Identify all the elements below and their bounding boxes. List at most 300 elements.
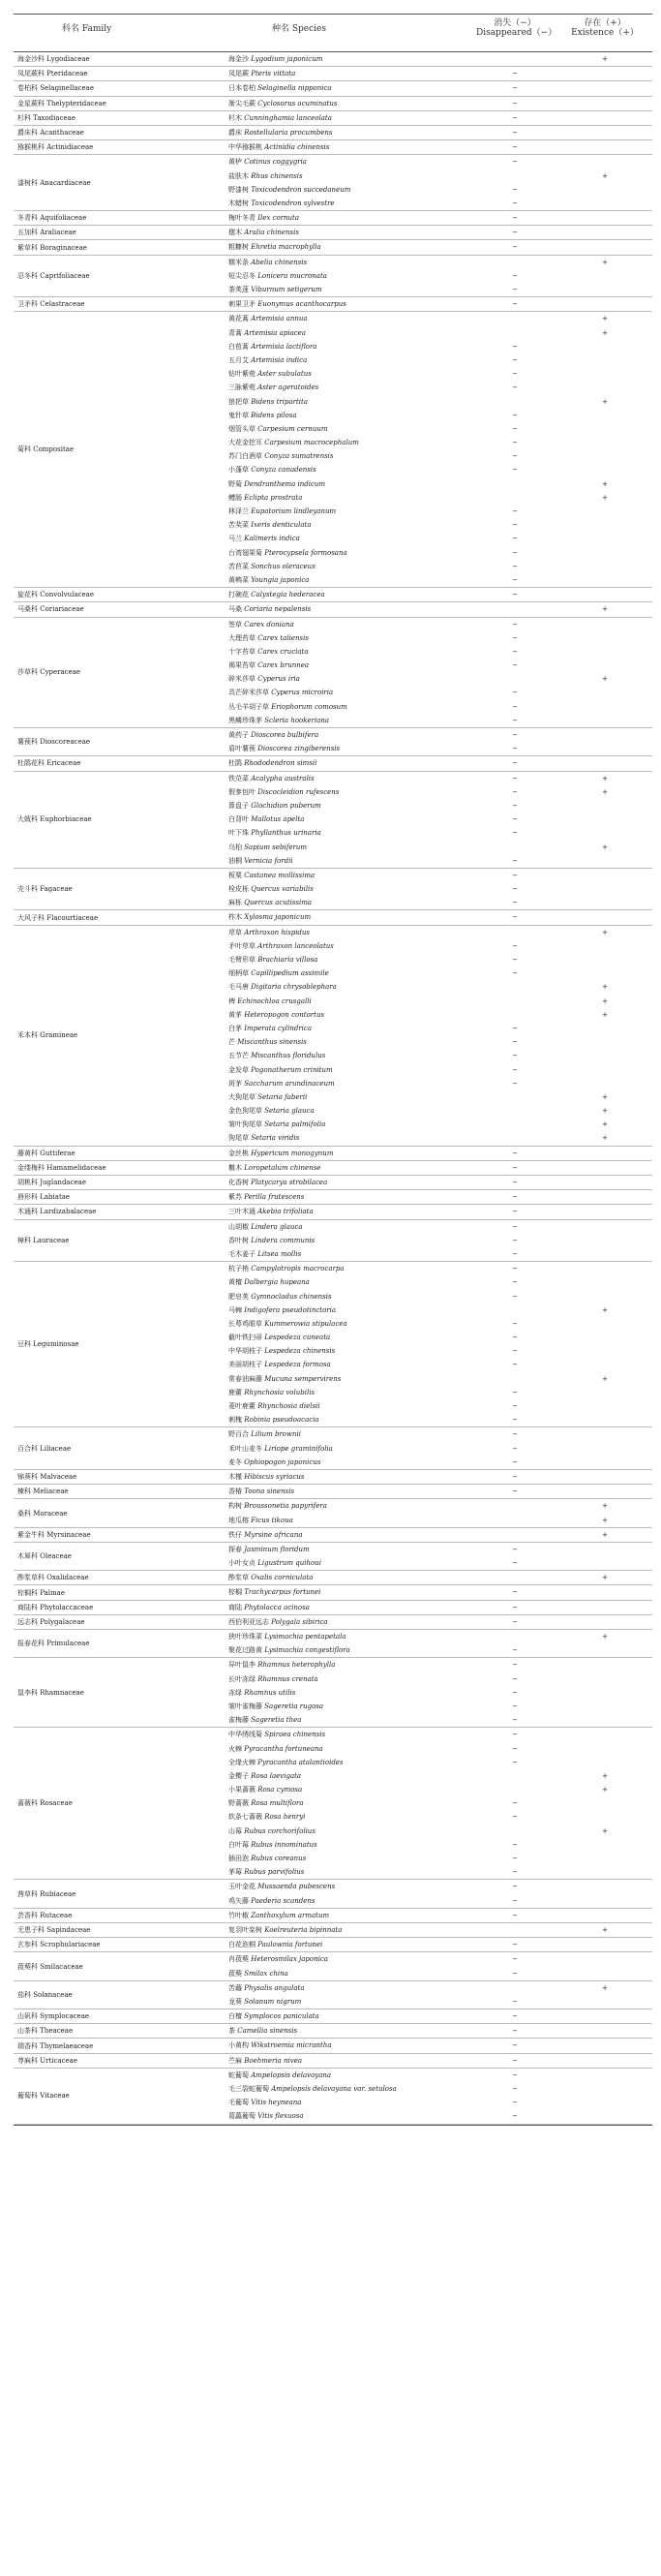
species-chinese-name: 小黄构 <box>228 2041 249 2050</box>
family-name: 壳斗科 Fagaceae <box>17 885 73 894</box>
species-name <box>228 155 470 169</box>
species-table <box>14 14 652 2126</box>
table-row <box>14 1643 652 1657</box>
table-row <box>14 742 652 755</box>
species-chinese-name: 野漆树 <box>228 185 249 194</box>
table-row <box>14 97 652 110</box>
species-latin-name: Actinidia chinensis <box>264 143 330 152</box>
family-name: 荨麻科 Urticaceae <box>17 2056 77 2065</box>
species-chinese-name: 中华猕猴桃 <box>228 143 262 152</box>
disappeared-mark: − <box>512 1024 518 1032</box>
table-row <box>14 728 652 742</box>
species-latin-name: Pterocypsela formosana <box>264 548 347 557</box>
family-name: 山茶科 Theaceae <box>17 2027 74 2036</box>
disappeared-mark: − <box>512 716 518 724</box>
species-latin-name: Rosa multiflora <box>251 1799 304 1808</box>
species-latin-name: Vitis flexuosa <box>257 2112 304 2121</box>
species-latin-name: Bidens pilosa <box>251 411 297 419</box>
species-latin-name: Selaginella nipponica <box>257 84 332 93</box>
existence-mark: + <box>602 1502 608 1511</box>
existence-mark: + <box>602 997 608 1005</box>
species-chinese-name: 常春油麻藤 <box>228 1374 262 1383</box>
table-row <box>14 477 652 491</box>
species-name <box>228 1470 470 1484</box>
species-latin-name: Aster subulatus <box>257 370 312 379</box>
disappeared-mark: − <box>512 1702 518 1710</box>
species-latin-name: Sageretia thea <box>251 1716 302 1725</box>
species-latin-name: Echinochloa crusgalli <box>237 997 312 1005</box>
species-latin-name: Wikstroemia micrantha <box>251 2041 332 2050</box>
species-latin-name: Youngia japonica <box>251 575 310 584</box>
table-row <box>14 1742 652 1756</box>
disappeared-mark: − <box>512 271 518 280</box>
species-name <box>228 183 470 197</box>
disappeared-mark: − <box>512 199 518 207</box>
species-latin-name: Saccharum arundinaceum <box>244 1079 335 1088</box>
species-latin-name: Ehretia macrophylla <box>251 243 321 252</box>
species-chinese-name: 茶 <box>228 2027 235 2036</box>
family-name: 五加科 Araliaceae <box>17 229 76 237</box>
species-latin-name: Dioscorea bulbifera <box>251 731 319 739</box>
species-name <box>228 505 470 518</box>
existence-mark: + <box>602 1134 608 1143</box>
species-chinese-name: 大狗尾草 <box>228 1092 255 1101</box>
species-latin-name: Carex cruciata <box>257 647 309 656</box>
disappeared-mark: − <box>512 1388 518 1396</box>
existence-mark: + <box>602 397 608 406</box>
family-name: 百合科 Liliaceae <box>17 1444 72 1453</box>
family-group <box>14 772 652 869</box>
family-group <box>14 869 652 911</box>
species-name <box>228 1556 470 1570</box>
disappeared-mark: − <box>512 1457 518 1466</box>
species-name <box>228 1427 470 1441</box>
species-latin-name: Conyza sumatrensis <box>264 452 334 461</box>
family-group <box>14 1938 652 1952</box>
species-chinese-name: 黄茅 <box>228 1010 242 1019</box>
species-latin-name: Kummerowia stipulacea <box>264 1319 347 1328</box>
family-group <box>14 226 652 240</box>
table-row <box>14 756 652 770</box>
family-group <box>14 1601 652 1615</box>
disappeared-mark: − <box>512 2056 518 2065</box>
species-name <box>228 645 470 659</box>
family-name: 木通科 Lardizabalaceae <box>17 1208 97 1216</box>
family-name: 山矾科 Symplocaceae <box>17 2012 90 2021</box>
species-chinese-name: 毛木姜子 <box>228 1249 255 1258</box>
existence-mark: + <box>602 1771 608 1780</box>
table-row <box>14 2082 652 2096</box>
existence-mark: + <box>602 1010 608 1019</box>
table-row <box>14 140 652 154</box>
table-row <box>14 1756 652 1769</box>
table-row <box>14 491 652 505</box>
species-name <box>228 1147 470 1160</box>
species-latin-name: Miscanthus floridulus <box>251 1052 326 1060</box>
species-name <box>228 256 470 269</box>
species-latin-name: Rubus corchorifolius <box>244 1826 315 1835</box>
species-chinese-name: 酢浆草 <box>228 1574 249 1582</box>
species-latin-name: Smilax china <box>244 1969 288 1978</box>
species-chinese-name: 铁苋菜 <box>228 774 249 782</box>
existence-mark: + <box>602 774 608 782</box>
species-latin-name: Indigofera pseudotinctoria <box>244 1305 337 1314</box>
species-name <box>228 211 470 225</box>
family-name: 莎草科 Cyperaceae <box>17 668 81 677</box>
table-row <box>14 1049 652 1062</box>
species-chinese-name: 假奓包叶 <box>228 787 255 796</box>
disappeared-mark: − <box>512 2012 518 2021</box>
species-name <box>228 1090 470 1104</box>
species-chinese-name: 杭子梢 <box>228 1265 249 1273</box>
species-name <box>228 283 470 296</box>
species-chinese-name: 插田泡 <box>228 1855 249 1862</box>
species-name <box>228 1022 470 1035</box>
species-name <box>228 700 470 714</box>
species-chinese-name: 梅叶冬青 <box>228 214 255 223</box>
species-name <box>228 686 470 699</box>
species-name <box>228 995 470 1008</box>
species-latin-name: Quercus acutissima <box>244 899 313 907</box>
family-group <box>14 111 652 126</box>
table-row <box>14 1485 652 1498</box>
species-chinese-name: 盾叶薯蓣 <box>228 745 255 753</box>
species-latin-name: Artemisia lactiflora <box>251 342 317 351</box>
species-chinese-name: 野百合 <box>228 1430 249 1439</box>
family-group <box>14 602 652 617</box>
species-name <box>228 966 470 980</box>
species-chinese-name: 探春 <box>228 1545 242 1553</box>
species-chinese-name: 苦荬菜 <box>228 521 249 530</box>
species-latin-name: Euonymus acanthocarpus <box>257 300 346 309</box>
species-latin-name: Coriaria nepalensis <box>244 605 312 614</box>
table-row <box>14 1769 652 1783</box>
species-name <box>228 1686 470 1700</box>
disappeared-mark: − <box>512 1813 518 1822</box>
table-row <box>14 81 652 95</box>
species-name <box>228 1413 470 1426</box>
table-row <box>14 1344 652 1358</box>
species-name <box>228 409 470 422</box>
table-row <box>14 2109 652 2123</box>
family-name: 杉科 Taxodiaceae <box>17 113 75 122</box>
disappeared-mark: − <box>512 1868 518 1877</box>
species-chinese-name: 檵木 <box>228 1163 242 1172</box>
species-name <box>228 1049 470 1062</box>
species-name <box>228 326 470 340</box>
species-latin-name: Quercus variabilis <box>251 885 314 894</box>
species-latin-name: Eclipta prostrata <box>244 493 303 502</box>
species-chinese-name: 黄檀 <box>228 1278 242 1287</box>
species-latin-name: Artemisia indica <box>251 355 308 364</box>
family-name: 菊科 Compositae <box>17 445 75 454</box>
table-row <box>14 631 652 645</box>
species-chinese-name: 麦冬 <box>228 1457 242 1466</box>
family-name: 金星蕨科 Thelypteridaceae <box>17 99 106 107</box>
species-chinese-name: 化香树 <box>228 1179 249 1186</box>
species-chinese-name: 毛葡萄 <box>228 2099 249 2107</box>
species-chinese-name: 香椿 <box>228 1487 242 1496</box>
table-row <box>14 910 652 924</box>
species-name <box>228 926 470 939</box>
table-row <box>14 1967 652 1980</box>
species-name <box>228 381 470 394</box>
disappeared-mark: − <box>512 300 518 309</box>
species-chinese-name: 叶下珠 <box>228 829 249 838</box>
disappeared-mark: − <box>512 591 518 599</box>
family-group <box>14 1571 652 1585</box>
species-name <box>228 560 470 573</box>
species-chinese-name: 打碗花 <box>228 591 249 599</box>
disappeared-mark: − <box>512 1079 518 1088</box>
species-latin-name: Gymnocladus chinensis <box>251 1292 332 1301</box>
species-chinese-name: 野菊 <box>228 479 242 488</box>
disappeared-mark: − <box>512 1193 518 1202</box>
species-chinese-name: 黑鳞珍珠茅 <box>228 716 262 724</box>
disappeared-mark: − <box>512 575 518 584</box>
disappeared-mark: − <box>512 1997 518 2006</box>
disappeared-mark: − <box>512 913 518 922</box>
table-row <box>14 826 652 840</box>
species-name <box>228 1456 470 1469</box>
table-row <box>14 1399 652 1413</box>
disappeared-mark: − <box>512 143 518 152</box>
disappeared-mark: − <box>512 1941 518 1949</box>
family-name: 旋花科 Convolvulaceae <box>17 591 94 599</box>
species-name <box>228 1176 470 1189</box>
species-latin-name: Polygala sibirica <box>271 1617 328 1626</box>
species-latin-name: Dalbergia hupeana <box>244 1278 310 1287</box>
species-chinese-name: 冻绿 <box>228 1688 242 1697</box>
species-chinese-name: 山胡椒 <box>228 1222 249 1231</box>
species-name <box>228 631 470 645</box>
species-name <box>228 672 470 686</box>
existence-mark: + <box>602 1826 608 1835</box>
species-latin-name: Kalimeris indica <box>244 535 300 543</box>
disappeared-mark: − <box>512 70 518 78</box>
disappeared-mark: − <box>512 1487 518 1496</box>
table-row <box>14 1528 652 1542</box>
family-name: 木犀科 Oleaceae <box>17 1551 72 1560</box>
family-group <box>14 240 652 255</box>
species-chinese-name: 鹿藿 <box>228 1388 242 1396</box>
species-chinese-name: 葛藟葡萄 <box>228 2112 255 2121</box>
table-header <box>14 15 652 51</box>
species-chinese-name: 杜鹃 <box>228 759 242 768</box>
family-group <box>14 2009 652 2024</box>
disappeared-mark: − <box>512 84 518 93</box>
species-latin-name: Toxicodendron sylvestre <box>251 199 335 207</box>
species-latin-name: Setaria glauca <box>264 1107 315 1116</box>
species-chinese-name: 狭叶珍珠菜 <box>228 1633 262 1641</box>
disappeared-mark: − <box>512 1855 518 1862</box>
species-name <box>228 1700 470 1713</box>
disappeared-mark: − <box>512 1969 518 1978</box>
table-row <box>14 966 652 980</box>
table-row <box>14 854 652 868</box>
family-name: 大戟科 Euphorbiaceae <box>17 815 92 824</box>
family-name: 蔷薇科 Rosaceae <box>17 1799 73 1808</box>
species-latin-name: Koelreuteria bipinnata <box>264 1925 343 1934</box>
family-name: 桑科 Moraceae <box>17 1509 68 1518</box>
species-name <box>228 353 470 367</box>
species-name <box>228 1063 470 1077</box>
species-latin-name: Rhamnus crenata <box>257 1674 318 1683</box>
species-latin-name: Acalypha australis <box>251 774 315 782</box>
family-group <box>14 126 652 140</box>
species-name <box>228 126 470 139</box>
table-row <box>14 2096 652 2109</box>
species-latin-name: Artemisia annua <box>251 315 308 323</box>
table-row <box>14 1995 652 2009</box>
disappeared-mark: − <box>512 1588 518 1597</box>
table-row <box>14 1234 652 1247</box>
species-chinese-name: 大理苔草 <box>228 633 255 642</box>
family-name: 薯蓣科 Dioscoreaceae <box>17 738 91 747</box>
family-group <box>14 910 652 925</box>
table-row <box>14 1981 652 1995</box>
species-name <box>228 1008 470 1022</box>
species-latin-name: Rubus parvifolius <box>244 1868 305 1877</box>
family-name: 紫草科 Boraginaceae <box>17 243 87 252</box>
species-latin-name: Vitis heyneana <box>251 2099 302 2107</box>
species-chinese-name: 美丽胡枝子 <box>228 1361 262 1369</box>
species-chinese-name: 具芒碎米莎草 <box>228 689 269 697</box>
table-row <box>14 1952 652 1966</box>
species-name <box>228 436 470 449</box>
species-chinese-name: 矛叶荩草 <box>228 941 255 950</box>
species-chinese-name: 签草 <box>228 620 242 629</box>
species-latin-name: Lygodium japonicum <box>251 55 323 63</box>
species-chinese-name: 软条七蔷薇 <box>228 1813 262 1822</box>
family-group <box>14 1952 652 1980</box>
table-row <box>14 1923 652 1937</box>
species-latin-name: Mucuna sempervirens <box>264 1374 342 1383</box>
species-latin-name: Carex brunnea <box>257 661 310 670</box>
family-name: 漆树科 Anacardiaceae <box>17 178 91 187</box>
species-latin-name: Robinia pseudoacacia <box>244 1416 319 1425</box>
species-latin-name: Myrsine africana <box>244 1530 303 1539</box>
table-row <box>14 1008 652 1022</box>
species-latin-name: Oxalis corniculata <box>251 1574 314 1582</box>
species-name <box>228 2096 470 2109</box>
species-name <box>228 1995 470 2009</box>
species-chinese-name: 板栗 <box>228 871 242 879</box>
disappeared-mark: − <box>512 1334 518 1342</box>
species-latin-name: Arthraxon lanceolatus <box>257 941 334 950</box>
species-chinese-name: 林泽兰 <box>228 507 249 515</box>
species-latin-name: Ophiopogon japonicus <box>244 1457 321 1466</box>
disappeared-mark: − <box>512 1545 518 1553</box>
existence-mark: + <box>602 1516 608 1524</box>
species-chinese-name: 油桐 <box>228 856 242 865</box>
species-chinese-name: 竹叶椒 <box>228 1911 249 1919</box>
species-name <box>228 140 470 154</box>
species-chinese-name: 刺果卫矛 <box>228 300 255 309</box>
family-group <box>14 1981 652 2009</box>
disappeared-mark: − <box>512 1402 518 1410</box>
family-group <box>14 81 652 96</box>
species-chinese-name: 白花泡桐 <box>228 1941 255 1949</box>
family-name: 海金沙科 Lygodiaceae <box>17 54 90 63</box>
species-chinese-name: 商陆 <box>228 1603 242 1611</box>
species-name <box>228 2054 470 2068</box>
family-group <box>14 1630 652 1658</box>
family-group <box>14 97 652 111</box>
species-chinese-name: 聚花过路黄 <box>228 1646 262 1655</box>
table-row <box>14 1372 652 1386</box>
species-latin-name: Eupatorium lindleyanum <box>251 507 337 515</box>
species-name <box>228 1290 470 1303</box>
species-latin-name: Campylotropis macrocarpa <box>251 1265 345 1273</box>
table-row <box>14 799 652 813</box>
disappeared-mark: − <box>512 633 518 642</box>
table-row <box>14 1331 652 1344</box>
species-chinese-name: 黄鹌菜 <box>228 575 249 584</box>
table-row <box>14 1470 652 1484</box>
existence-mark: + <box>602 315 608 323</box>
family-group <box>14 1909 652 1923</box>
table-row <box>14 573 652 587</box>
species-latin-name: Litsea mollis <box>257 1249 302 1258</box>
species-name <box>228 1386 470 1399</box>
table-row <box>14 1386 652 1399</box>
family-name: 鼠李科 Rhamnaceae <box>17 1688 84 1697</box>
disappeared-mark: − <box>512 466 518 475</box>
species-chinese-name: 荩草 <box>228 928 242 936</box>
family-name: 无患子科 Sapindaceae <box>17 1925 91 1934</box>
species-latin-name: Lindera communis <box>251 1236 315 1244</box>
species-name <box>228 1358 470 1371</box>
header-disappeared-cn: 消失（−） <box>494 18 536 28</box>
table-row <box>14 700 652 714</box>
species-latin-name: Rhamnus heterophylla <box>257 1661 336 1670</box>
family-name: 卷柏科 Selaginellaceae <box>17 84 94 93</box>
existence-mark: + <box>602 1374 608 1383</box>
header-species: 种名 Species <box>272 24 326 34</box>
family-name: 芸香科 Rutaceae <box>17 1911 73 1919</box>
family-name: 唇形科 Labiatae <box>17 1193 71 1202</box>
species-latin-name: Broussonetia papyrifera <box>244 1502 327 1511</box>
species-name <box>228 841 470 854</box>
species-name <box>228 1275 470 1289</box>
species-latin-name: Aster ageratoides <box>257 383 319 392</box>
species-latin-name: Paederia scandens <box>251 1896 315 1905</box>
species-chinese-name: 海金沙 <box>228 55 249 63</box>
species-chinese-name: 丛毛羊胡子草 <box>228 702 269 711</box>
disappeared-mark: − <box>512 1278 518 1287</box>
family-group <box>14 926 652 1147</box>
species-chinese-name: 褐果苔草 <box>228 661 255 670</box>
species-chinese-name: 金樱子 <box>228 1771 249 1780</box>
family-name: 忍冬科 Caprifoliaceae <box>17 271 90 280</box>
disappeared-mark: − <box>512 1236 518 1244</box>
table-row <box>14 436 652 449</box>
species-chinese-name: 柞木 <box>228 913 242 922</box>
species-latin-name: Sonchus oleraceus <box>251 562 315 570</box>
disappeared-mark: − <box>512 128 518 137</box>
disappeared-mark: − <box>512 731 518 739</box>
species-chinese-name: 肖菝葜 <box>228 1955 249 1964</box>
disappeared-mark: − <box>512 1744 518 1753</box>
table-row <box>14 1147 652 1160</box>
species-latin-name: Setaria faberii <box>257 1092 308 1101</box>
species-latin-name: Physalis angulata <box>244 1983 305 1992</box>
family-group <box>14 1615 652 1630</box>
species-name <box>228 573 470 587</box>
species-latin-name: Calystegia hederacea <box>251 591 325 599</box>
species-name <box>228 169 470 183</box>
